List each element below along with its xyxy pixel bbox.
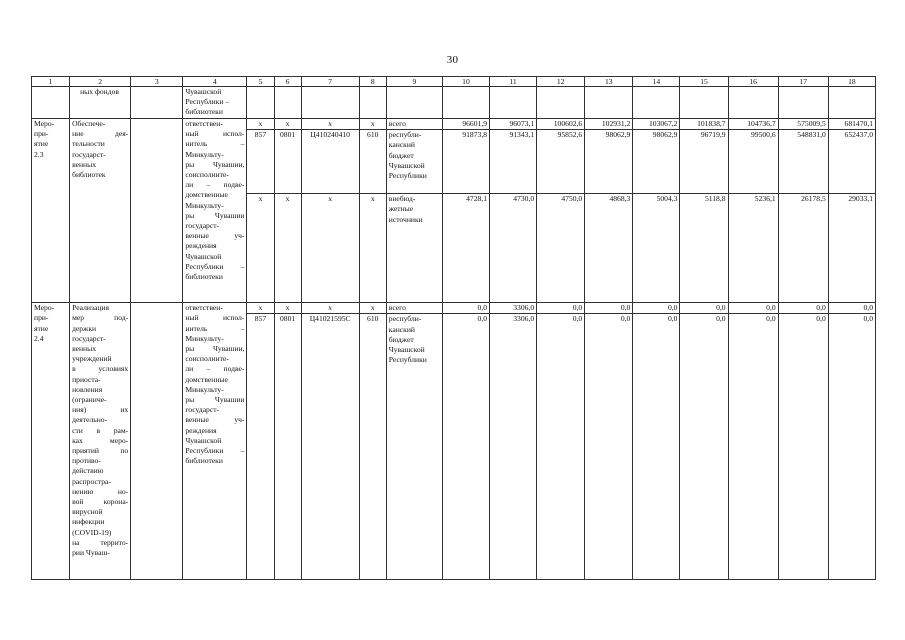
page-number: 30 — [446, 54, 459, 66]
funding-source-line: Республики — [388, 355, 427, 365]
header-cell: 4 — [183, 77, 247, 87]
executor-line: домственные — [185, 190, 228, 200]
value-cell: 103067,2 — [633, 119, 680, 130]
funding-source-cell — [386, 130, 442, 194]
value-cell: 101838,7 — [680, 119, 728, 130]
budget-table — [31, 76, 876, 580]
expense-type-cell: 610 — [359, 130, 386, 194]
continuation-empty-cell — [680, 87, 728, 119]
executor-line: ры Чувашии, — [185, 159, 245, 169]
executor-line: соисполните- — [185, 354, 229, 364]
expense-type-cell: 610 — [359, 314, 386, 580]
value-cell: 0,0 — [442, 314, 489, 580]
executor-line: соисполните- — [185, 170, 229, 180]
value-cell: 98062,9 — [633, 130, 680, 194]
header-cell: 8 — [359, 77, 386, 87]
value-cell: 5004,3 — [633, 194, 680, 303]
event-name-line: противо- — [72, 456, 101, 466]
value-cell: 0,0 — [728, 303, 778, 314]
value-cell: 98062,9 — [585, 130, 633, 194]
event-code-line: 2.3 — [34, 149, 44, 159]
value-cell: 95852,6 — [537, 130, 585, 194]
executor-line: домственные — [185, 374, 228, 384]
value-cell: 29033,1 — [828, 194, 875, 303]
executor-line: ный испол- — [185, 313, 245, 323]
continuation-empty-cell — [633, 87, 680, 119]
executor-line: государст- — [185, 405, 220, 415]
continuation-text: Чувашской — [185, 87, 222, 96]
executor-line: ли – подве- — [185, 364, 245, 374]
continuation-empty-cell — [537, 87, 585, 119]
continuation-text: ных фондов — [80, 87, 119, 96]
value-cell: 0,0 — [680, 303, 728, 314]
event-code-line: ятие — [34, 139, 49, 149]
executor-line: ответствен- — [185, 119, 223, 128]
value-cell: 3306,0 — [490, 303, 537, 314]
value-cell: 0,0 — [537, 303, 585, 314]
header-row — [32, 77, 876, 87]
event-name-line: вой корона- — [72, 497, 129, 507]
header-cell: 5 — [247, 77, 274, 87]
continuation-empty-cell — [490, 87, 537, 119]
funding-source-line: Республики — [388, 171, 427, 181]
executor-line: ры Чувашии, — [185, 344, 245, 354]
grbs-cell: 857 — [247, 130, 274, 194]
executor-line: ответствен- — [185, 303, 223, 313]
section-cell: x — [274, 303, 301, 314]
continuation-empty-cell — [386, 87, 442, 119]
value-cell: 0,0 — [585, 314, 633, 580]
grbs-cell: 857 — [247, 314, 274, 580]
header-cell: 18 — [828, 77, 875, 87]
value-cell: 102931,2 — [585, 119, 633, 130]
event-code-cell — [32, 119, 70, 303]
continuation-text: библиотеки — [185, 107, 223, 117]
value-cell: 652437,0 — [828, 130, 875, 194]
header-cell: 9 — [386, 77, 442, 87]
header-cell: 3 — [131, 77, 183, 87]
executor-line: Минкульту- — [185, 384, 224, 394]
funding-source-cell — [386, 314, 442, 580]
continuation-empty-cell — [728, 87, 778, 119]
executor-line: библиотеки — [185, 456, 223, 466]
value-cell: 4868,3 — [585, 194, 633, 303]
executor-line: библиотеки — [185, 272, 223, 282]
target-article-cell: x — [301, 194, 359, 303]
empty-cell — [131, 119, 183, 303]
event-code-line: при- — [34, 313, 49, 323]
executor-line: Чувашской — [185, 251, 222, 261]
executor-line: ры Чувашии — [185, 210, 245, 220]
continuation-empty-cell — [131, 87, 183, 119]
event-name-line: приятий по — [72, 446, 129, 456]
value-cell: 0,0 — [828, 314, 875, 580]
funding-source-line: канский — [388, 324, 415, 334]
funding-source-line: внебюд- — [388, 194, 416, 204]
executor-line: реждения — [185, 425, 217, 435]
executor-line: ный испол- — [185, 129, 245, 139]
executor-cell — [183, 119, 247, 303]
event-name-line: Обеспече- — [72, 119, 106, 128]
value-cell: 0,0 — [633, 314, 680, 580]
continuation-empty-cell — [359, 87, 386, 119]
value-cell: 5118,8 — [680, 194, 728, 303]
event-name-line: распростра- — [72, 476, 111, 486]
event-name-line: (ограниче- — [72, 395, 107, 405]
header-cell: 2 — [70, 77, 131, 87]
event-name-line: государст- — [72, 149, 106, 159]
executor-line: Минкульту- — [185, 200, 224, 210]
header-cell: 17 — [778, 77, 828, 87]
continuation-code-cell — [32, 87, 70, 119]
event-name-line: тельности — [72, 139, 105, 149]
value-cell: 91343,1 — [490, 130, 537, 194]
value-cell: 0,0 — [778, 303, 828, 314]
continuation-empty-cell — [778, 87, 828, 119]
event-name-cell — [70, 119, 131, 303]
header-cell: 10 — [442, 77, 489, 87]
executor-line: Минкульту- — [185, 333, 224, 343]
expense-type-cell: x — [359, 303, 386, 314]
header-cell: 13 — [585, 77, 633, 87]
expense-type-cell: x — [359, 194, 386, 303]
value-cell: 0,0 — [680, 314, 728, 580]
event-name-line: рии Чуваш- — [72, 548, 110, 558]
value-cell: 26178,5 — [778, 194, 828, 303]
continuation-text: Республики – — [185, 97, 230, 107]
section-cell: x — [274, 194, 301, 303]
event-name-line: (COVID-19) — [72, 527, 112, 537]
header-cell: 11 — [490, 77, 537, 87]
executor-line: Республики – — [185, 261, 245, 271]
event-name-line: библиотек — [72, 170, 106, 180]
grbs-cell: x — [247, 194, 274, 303]
value-cell: 0,0 — [728, 314, 778, 580]
value-cell: 104736,7 — [728, 119, 778, 130]
funding-source-line: бюджет — [388, 334, 414, 344]
funding-source-line: всего — [388, 303, 406, 313]
funding-source-line: источники — [388, 214, 423, 224]
funding-source-line: всего — [388, 119, 406, 128]
funding-source-line: канский — [388, 140, 415, 150]
value-cell: 548831,0 — [778, 130, 828, 194]
event-code-line: Меро- — [34, 119, 55, 128]
grbs-cell: x — [247, 303, 274, 314]
value-cell: 3306,0 — [490, 314, 537, 580]
header-cell: 15 — [680, 77, 728, 87]
event-name-line: приоста- — [72, 374, 101, 384]
value-cell: 0,0 — [778, 314, 828, 580]
funding-source-line: жетные — [388, 204, 414, 214]
value-cell: 575009,5 — [778, 119, 828, 130]
executor-line: венные уч- — [185, 415, 245, 425]
event-name-line: венных — [72, 159, 97, 169]
value-cell: 100602,6 — [537, 119, 585, 130]
target-article-cell: x — [301, 119, 359, 130]
funding-source-line: Чувашской — [388, 345, 425, 355]
value-cell: 4728,1 — [442, 194, 489, 303]
event-name-line: деятельно- — [72, 415, 108, 425]
executor-line: ры Чувашии — [185, 395, 245, 405]
executor-line: Минкульту- — [185, 149, 224, 159]
executor-line: венные уч- — [185, 231, 245, 241]
value-cell: 96719,9 — [680, 130, 728, 194]
continuation-empty-cell — [247, 87, 274, 119]
event-code-line: 2.4 — [34, 333, 44, 343]
value-cell: 0,0 — [585, 303, 633, 314]
continuation-executor-cell — [183, 87, 247, 119]
continuation-name-cell — [70, 87, 131, 119]
header-cell: 6 — [274, 77, 301, 87]
event-name-line: мер под- — [72, 313, 129, 323]
empty-cell — [131, 303, 183, 580]
event-name-line: ния) их — [72, 405, 129, 415]
header-cell: 7 — [301, 77, 359, 87]
event-name-line: сти в рам- — [72, 425, 129, 435]
funding-source-line: республи- — [388, 130, 422, 140]
event-name-line: вирусной — [72, 507, 103, 517]
funding-source-cell — [386, 194, 442, 303]
header-cell: 14 — [633, 77, 680, 87]
continuation-empty-cell — [274, 87, 301, 119]
event-name-line: в условиях — [72, 364, 129, 374]
event-code-cell — [32, 303, 70, 580]
continuation-row — [32, 87, 876, 119]
event-name-line: государст- — [72, 333, 106, 343]
value-cell: 0,0 — [633, 303, 680, 314]
event-name-line: держки — [72, 323, 97, 333]
event-name-line: на террито- — [72, 537, 129, 547]
value-cell: 0,0 — [442, 303, 489, 314]
event-name-line: учреждений — [72, 354, 112, 364]
header-cell: 1 — [32, 77, 70, 87]
value-cell: 99500,6 — [728, 130, 778, 194]
event-row — [32, 119, 876, 130]
event-name-line: ние дея- — [72, 129, 129, 139]
value-cell: 91873,8 — [442, 130, 489, 194]
event-name-line: новления — [72, 384, 103, 394]
header-cell: 12 — [537, 77, 585, 87]
continuation-empty-cell — [828, 87, 875, 119]
event-name-line: действию — [72, 466, 104, 476]
value-cell: 4730,0 — [490, 194, 537, 303]
continuation-empty-cell — [301, 87, 359, 119]
section-cell: 0801 — [274, 314, 301, 580]
target-article-cell: x — [301, 303, 359, 314]
funding-source-cell — [386, 119, 442, 130]
section-cell: x — [274, 119, 301, 130]
event-code-line: при- — [34, 129, 49, 139]
funding-source-line: Чувашской — [388, 160, 425, 170]
header-cell: 16 — [728, 77, 778, 87]
executor-line: Чувашской — [185, 435, 222, 445]
executor-line: нитель – — [185, 323, 245, 333]
executor-line: Республики – — [185, 446, 245, 456]
continuation-empty-cell — [585, 87, 633, 119]
funding-source-cell — [386, 303, 442, 314]
executor-line: государст- — [185, 221, 220, 231]
value-cell: 5236,1 — [728, 194, 778, 303]
event-row — [32, 303, 876, 314]
event-code-line: Меро- — [34, 303, 55, 313]
value-cell: 96601,9 — [442, 119, 489, 130]
event-name-line: венных — [72, 344, 97, 354]
target-article-cell: Ц41021595С — [301, 314, 359, 580]
value-cell: 681470,1 — [828, 119, 875, 130]
continuation-empty-cell — [442, 87, 489, 119]
event-code-line: ятие — [34, 323, 49, 333]
event-name-line: инфекции — [72, 517, 105, 527]
executor-line: нитель – — [185, 139, 245, 149]
value-cell: 4750,0 — [537, 194, 585, 303]
value-cell: 0,0 — [537, 314, 585, 580]
event-name-line: Реализация — [72, 303, 109, 313]
event-name-line: ках меро- — [72, 435, 129, 445]
section-cell: 0801 — [274, 130, 301, 194]
target-article-cell: Ц410240410 — [301, 130, 359, 194]
value-cell: 0,0 — [828, 303, 875, 314]
executor-line: реждения — [185, 241, 217, 251]
expense-type-cell: x — [359, 119, 386, 130]
event-name-line: нению но- — [72, 486, 129, 496]
executor-cell — [183, 303, 247, 580]
executor-line: ли – подве- — [185, 180, 245, 190]
value-cell: 96073,1 — [490, 119, 537, 130]
event-name-cell — [70, 303, 131, 580]
grbs-cell: x — [247, 119, 274, 130]
funding-source-line: республи- — [388, 314, 422, 324]
funding-source-line: бюджет — [388, 150, 414, 160]
